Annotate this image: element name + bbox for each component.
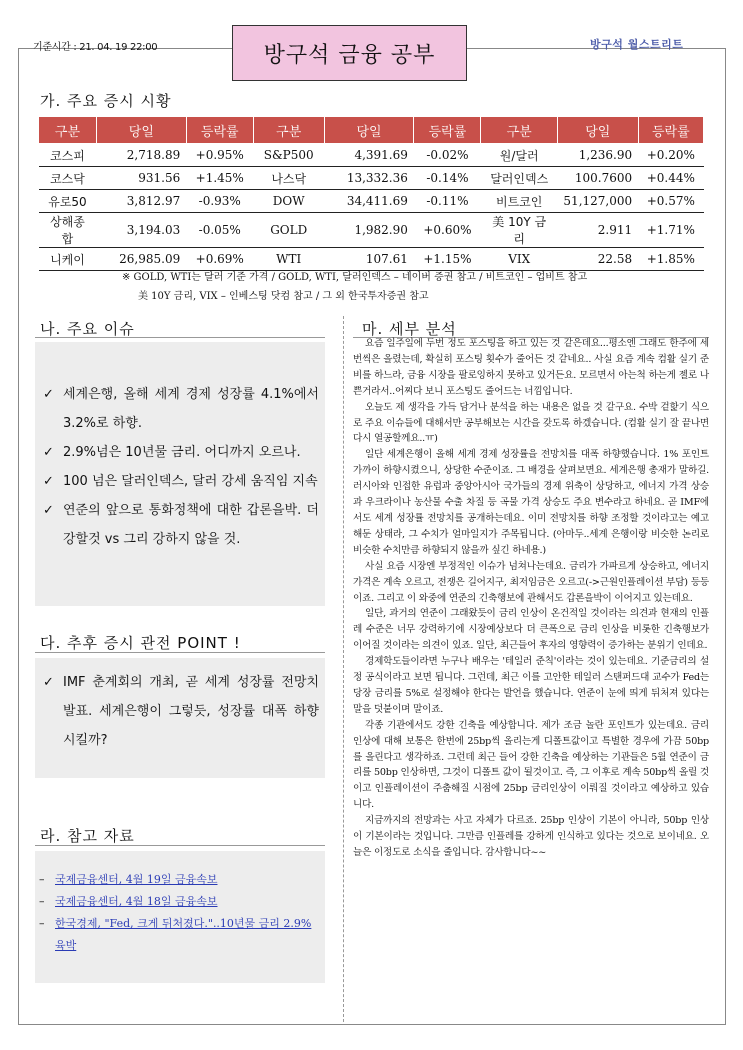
column-header: 등락률 <box>414 117 481 144</box>
analysis-paragraph: 일단, 과거의 연준이 그래왔듯이 금리 인상이 온건적일 것이라는 의견과 현재의 인플레 수준은 너무 강력하기에 시장예상보다 더 큰폭으로 금리 인상을 비롯한 긴축행보가 이어질 것이라는 의견이 있죠. 일단, 최근들어 후자의 영향력이 증가하는 분위기 인데요. <box>353 608 709 652</box>
column-header: 등락률 <box>638 117 703 144</box>
section-e-title: 마. 세부 분석 <box>362 320 457 338</box>
analysis-paragraph: 사실 요즘 시장엔 부정적인 이슈가 넘쳐나는데요. 금리가 가파르게 상승하고, 에너지 가격은 계속 오르고, 전쟁은 길어지구, 최저임금은 오르고(->근원인플레이션 부담) 등등이죠. 그리고 이 와중에 연준의 긴축행보에 관해서도 갑론을박이 이어지고 있는데요. <box>353 560 709 604</box>
index-name: 코스피 <box>39 144 97 167</box>
reference-item <box>35 869 325 891</box>
table-row <box>39 144 704 167</box>
table-footnote-1: ※ GOLD, WTI는 달러 기준 가격 / GOLD, WTI, 달러인덱스 – 네이버 증권 참고 / 비트코인 – 업비트 참고 <box>122 272 588 283</box>
index-value: 3,812.97 <box>96 190 186 213</box>
section-a-title: 가. 주요 증시 시황 <box>40 92 172 110</box>
index-value: 13,332.36 <box>324 167 414 190</box>
list-item <box>35 438 319 467</box>
index-change: -0.02% <box>414 144 481 167</box>
table-row <box>39 167 704 190</box>
column-header: 구분 <box>39 117 97 144</box>
section-c-title: 다. 추후 증시 관전 POINT ! <box>40 634 241 652</box>
index-value: 22.58 <box>557 248 638 271</box>
index-name: 원/달러 <box>481 144 557 167</box>
index-name: WTI <box>253 248 324 271</box>
analysis-paragraph: 오늘도 제 생각을 가득 담거나 분석을 하는 내용은 없을 것 같구요. 수박 겉핥기 식으로 주요 이슈들에 대해서만 공부해보는 시간을 갖도록 하겠습니다. (컴활 실기 잘 끝나면 다시 열공할께요..ㅠ) <box>353 401 709 445</box>
index-name: 美 10Y 금리 <box>481 213 557 248</box>
check-icon: ✓ <box>43 675 54 690</box>
issue-text: 100 넘은 달러인덱스, 달러 강세 움직임 지속 <box>63 474 318 489</box>
index-name: VIX <box>481 248 557 271</box>
references-box <box>35 851 325 983</box>
brand-logo: 방구석 월스트리트 <box>590 38 684 51</box>
index-value: 51,127,000 <box>557 190 638 213</box>
index-change: -0.05% <box>186 213 253 248</box>
point-list <box>35 668 325 755</box>
index-value: 34,411.69 <box>324 190 414 213</box>
index-change: +1.71% <box>638 213 703 248</box>
index-name: 나스닥 <box>253 167 324 190</box>
index-value: 107.61 <box>324 248 414 271</box>
analysis-body <box>353 336 709 861</box>
analysis-paragraph: 각종 기관에서도 강한 긴축을 예상합니다. 제가 조금 놀란 포인트가 있는데요. 금리 인상에 대해 보통은 한번에 25bp씩 올리는게 디폴트값이고 특별한 경우에 가끔 50bp를 올린다고 생각하죠. 그런데 최근 들어 강한 긴축을 예상하는 기관들은 5월 연준이 금리를 50bp 인상하면, 그것이 디폴트 값이 될것이고. 즉, 그 이후로 계속 50bp씩 올릴 것이고 인플레이션이 주춤해질 시점에 25bp 금리인상이 이뤄질 것이라고 예상하고 있습니다. <box>353 719 709 811</box>
index-change: +1.85% <box>638 248 703 271</box>
index-value: 1,236.90 <box>557 144 638 167</box>
index-change: +0.95% <box>186 144 253 167</box>
column-header: 당일 <box>96 117 186 144</box>
index-name: DOW <box>253 190 324 213</box>
index-name: S&P500 <box>253 144 324 167</box>
reference-link[interactable]: 국제금융센터, 4월 18일 금융속보 <box>55 895 218 908</box>
timestamp: 기준시간 : 21. 04. 19 22:00 <box>33 42 158 53</box>
dash-marker: – <box>39 873 45 886</box>
index-change: +0.57% <box>638 190 703 213</box>
index-value: 1,982.90 <box>324 213 414 248</box>
reference-item <box>35 891 325 913</box>
index-value: 931.56 <box>96 167 186 190</box>
index-change: +0.60% <box>414 213 481 248</box>
dash-marker: – <box>39 917 45 930</box>
point-text: IMF 춘계회의 개최, 곧 세계 성장률 전망치 발표. 세계은행이 그렇듯, 성장률 대폭 하향 시킬까? <box>63 675 319 748</box>
index-change: +0.20% <box>638 144 703 167</box>
table-row <box>39 213 704 248</box>
analysis-paragraph: 지금까지의 전망과는 사고 자체가 다르죠. 25bp 인상이 기본이 아니라, 50bp 인상이 기본이라는 것입니다. 그만큼 인플레를 강하게 인식하고 있다는 것으로 보이네요. 오늘은 이정도로 소식을 줄입니다. 감사합니다~~ <box>353 815 709 858</box>
column-header: 등락률 <box>186 117 253 144</box>
list-item <box>35 496 319 554</box>
analysis-paragraph: 경제학도들이라면 누구나 배우는 '테일러 준칙'이라는 것이 있는데요. 기준금리의 설정 공식이라고 보면 됩니다. 그런데, 최근 이를 고안한 테일러 스탠퍼드대 교수가 Fed는 당장 금리를 5%로 설정해야 한다는 발언을 했습니다. 연준이 눈에 띄게 뒤처져 있다는 말을 덧붙이며 말이죠. <box>353 656 709 715</box>
section-d-rule <box>35 845 325 846</box>
index-change: +1.15% <box>414 248 481 271</box>
section-b-rule <box>35 337 325 338</box>
column-header: 당일 <box>557 117 638 144</box>
index-change: +0.44% <box>638 167 703 190</box>
index-name: 니케이 <box>39 248 97 271</box>
list-item <box>35 668 319 755</box>
section-b-title: 나. 주요 이슈 <box>40 320 135 338</box>
column-divider <box>343 316 344 1022</box>
issue-text: 세계은행, 올해 세계 경제 성장률 4.1%에서 3.2%로 하향. <box>63 387 319 431</box>
index-change: -0.11% <box>414 190 481 213</box>
analysis-paragraph: 일단 세계은행이 올해 세계 경제 성장률을 전망치를 대폭 하향했습니다. 1% 포인트 가까이 하향시켰으니, 상당한 수준이죠. 그 배경을 살펴보면요. 세계은행 총재가 말하길. 러시아와 인접한 유럽과 중앙아시아 국가들의 경제 위축이 상당하고, 에너지 가격 상승과 우크라이나 농산물 수출 차질 등 곡물 가격 상승도 주요 변수라고 하네요. 곧 IMF에서도 세계 성장률 전망치를 공개하는데요. 이미 전망치를 하향 조정할 것이라고는 예고해둔 상태라, 그 수치가 얼마일지가 주목됩니다. (아마두..세계 은행이랑 비슷한 논리로 비슷한 수치만큼 하향되지 않을까 싶긴 하네용.) <box>353 449 709 556</box>
check-icon: ✓ <box>43 474 54 489</box>
issues-box <box>35 342 325 606</box>
index-value: 2,718.89 <box>96 144 186 167</box>
issues-list <box>35 380 325 554</box>
section-d-title: 라. 참고 자료 <box>40 827 135 845</box>
index-name: 달러인덱스 <box>481 167 557 190</box>
index-change: +0.69% <box>186 248 253 271</box>
index-name: GOLD <box>253 213 324 248</box>
section-c-rule <box>35 652 325 653</box>
reference-link[interactable]: 국제금융센터, 4월 19일 금융속보 <box>55 873 218 886</box>
column-header: 구분 <box>481 117 557 144</box>
check-icon: ✓ <box>43 387 54 402</box>
column-header: 구분 <box>253 117 324 144</box>
index-name: 유로50 <box>39 190 97 213</box>
analysis-paragraph: 요즘 일주일에 두번 정도 포스팅을 하고 있는 것 같은데요...평소엔 그래도 한주에 세번씩은 올렸는데, 확실히 포스팅 횟수가 줄어든 것 같네요.. 사실 요즘 계속 컴활 실기 준비를 하느라, 금융 시장을 팔로잉하지 못하고 있거든요. 모르면서 아는척 하는게 젤로 나쁜거라서..어찌다 보니 포스팅도 줄어드는 너낌입니다. <box>353 338 709 397</box>
list-item <box>35 380 319 438</box>
check-icon: ✓ <box>43 503 54 518</box>
list-item <box>35 467 319 496</box>
market-table <box>38 116 704 271</box>
issue-text: 2.9%넘은 10년물 금리. 어디까지 오르나. <box>63 445 301 460</box>
index-value: 4,391.69 <box>324 144 414 167</box>
page-title: 방구석 금융 공부 <box>232 25 467 81</box>
index-name: 비트코인 <box>481 190 557 213</box>
index-change: +1.45% <box>186 167 253 190</box>
index-value: 100.7600 <box>557 167 638 190</box>
index-change: -0.14% <box>414 167 481 190</box>
issue-text: 연준의 앞으로 통화정책에 대한 갑론을박. 더 강할것 vs 그리 강하지 않을 것. <box>63 503 319 547</box>
table-row <box>39 190 704 213</box>
dash-marker: – <box>39 895 45 908</box>
column-header: 당일 <box>324 117 414 144</box>
table-footnote-2: 美 10Y 금리, VIX – 인베스팅 닷컴 참고 / 그 외 한국투자증권 참고 <box>138 291 429 302</box>
index-name: 상해종합 <box>39 213 97 248</box>
index-value: 3,194.03 <box>96 213 186 248</box>
reference-item <box>35 913 325 957</box>
reference-link[interactable]: 한국경제, "Fed, 크게 뒤처졌다."..10년물 금리 2.9% 육박 <box>55 917 312 952</box>
index-value: 2.911 <box>557 213 638 248</box>
index-value: 26,985.09 <box>96 248 186 271</box>
check-icon: ✓ <box>43 445 54 460</box>
index-name: 코스닥 <box>39 167 97 190</box>
index-change: -0.93% <box>186 190 253 213</box>
point-box <box>35 658 325 778</box>
market-table-header <box>39 117 704 144</box>
